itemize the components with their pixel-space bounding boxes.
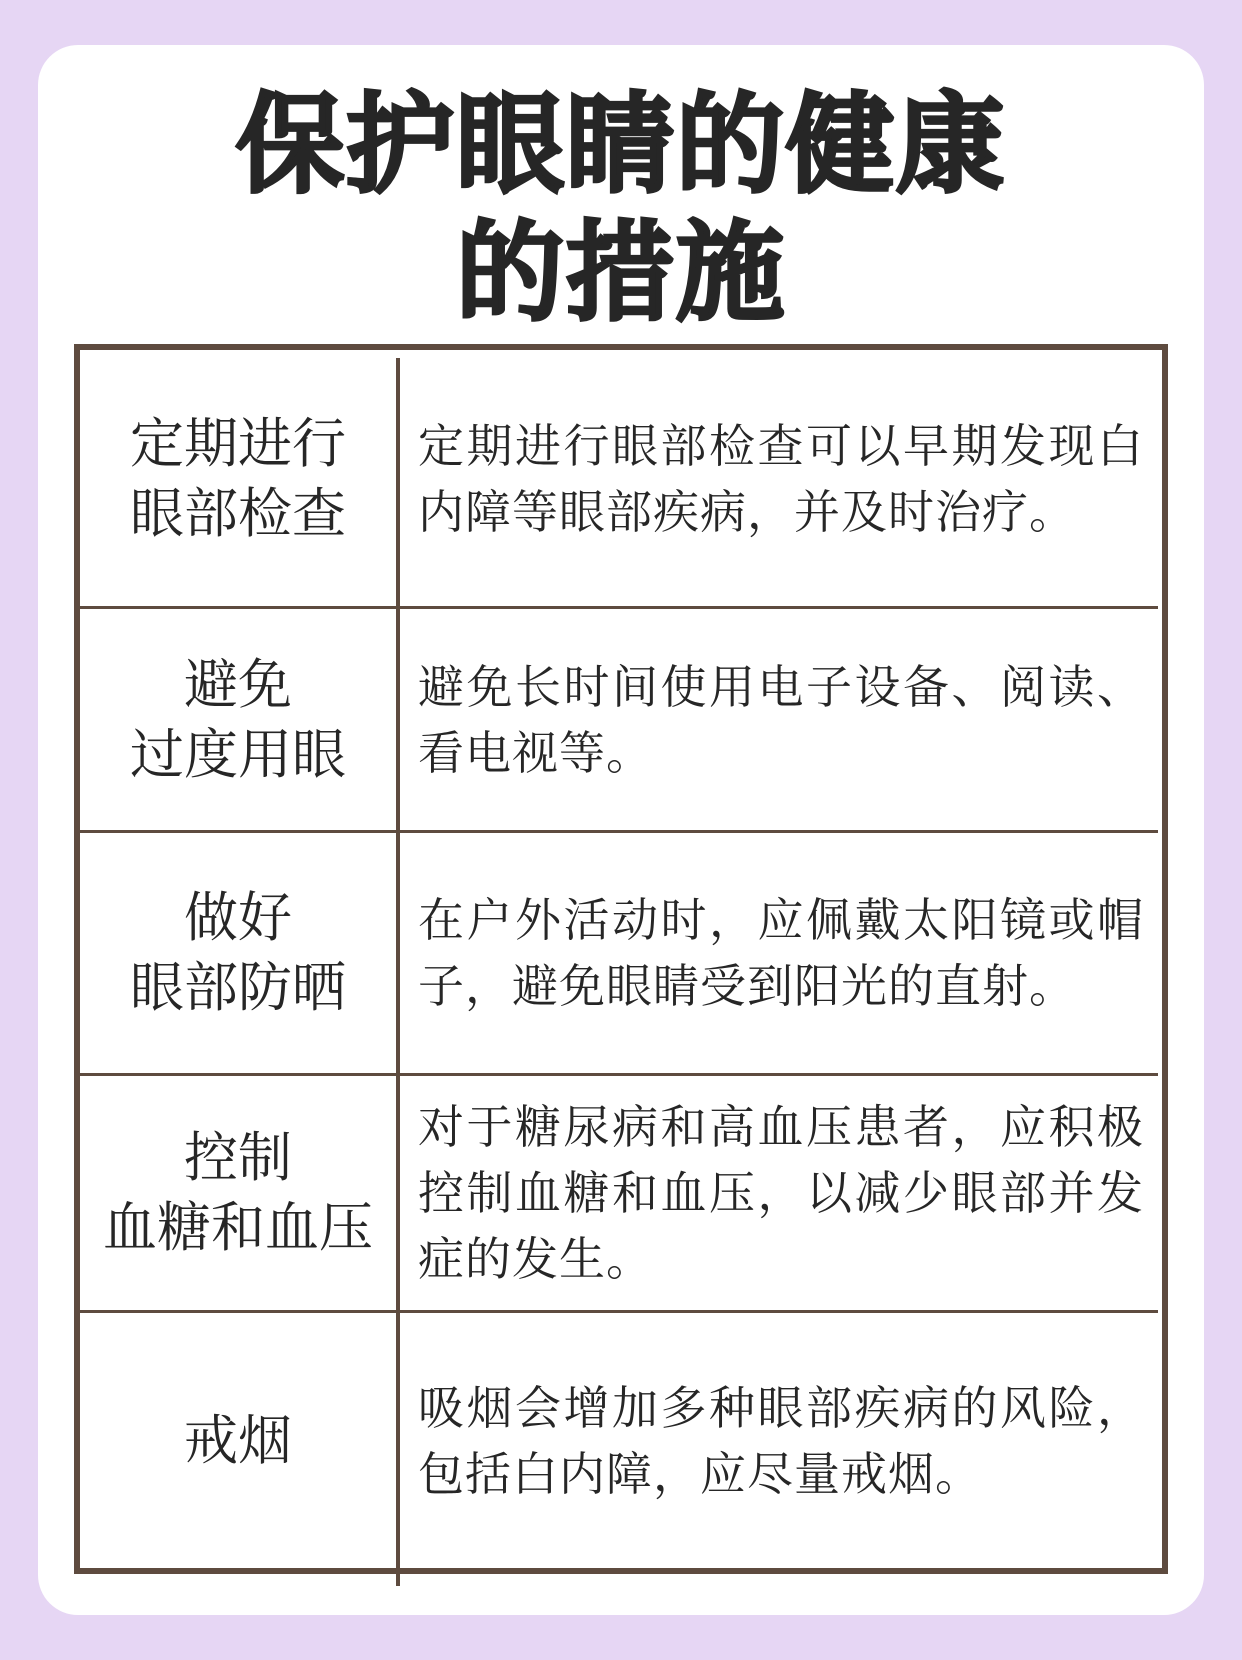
measure-description: 避免长时间使用电子设备、阅读、看电视等。 <box>418 659 1144 780</box>
measure-name-cell <box>80 352 396 606</box>
measure-description-cell <box>418 609 1144 830</box>
table-column-divider <box>396 358 400 1586</box>
measure-name-line: 控制 <box>184 1126 292 1189</box>
measure-description-cell <box>418 1076 1144 1310</box>
measure-name-line: 血糖和血压 <box>103 1196 373 1259</box>
measure-description: 对于糖尿病和高血压患者，应积极控制血糖和血压，以减少眼部并发症的发生。 <box>418 1100 1144 1286</box>
measure-name-cell <box>80 609 396 830</box>
measure-name-line: 过度用眼 <box>130 722 346 786</box>
measure-description: 在户外活动时，应佩戴太阳镜或帽子，避免眼睛受到阳光的直射。 <box>418 893 1144 1013</box>
measure-description-cell <box>418 352 1144 606</box>
measure-name-cell <box>80 1076 396 1310</box>
measure-name-line: 定期进行 <box>130 412 346 475</box>
measure-name-line: 避免 <box>184 652 292 716</box>
measure-name-line: 做好 <box>184 886 292 949</box>
measure-name-line: 戒烟 <box>184 1408 292 1472</box>
measure-description-cell <box>418 1313 1144 1568</box>
measure-name-cell <box>80 1313 396 1568</box>
measure-description: 吸烟会增加多种眼部疾病的风险，包括白内障，应尽量戒烟。 <box>418 1380 1144 1501</box>
page-title <box>0 82 1242 338</box>
page-title-line-2: 的措施 <box>455 211 786 336</box>
measure-name-cell <box>80 833 396 1073</box>
measure-name-line: 眼部检查 <box>130 482 346 545</box>
measure-description: 定期进行眼部检查可以早期发现白内障等眼部疾病，并及时治疗。 <box>418 419 1144 539</box>
page-title-line-1: 保护眼睛的健康 <box>235 83 1006 208</box>
measure-name-line: 眼部防晒 <box>130 956 346 1019</box>
measure-description-cell <box>418 833 1144 1073</box>
